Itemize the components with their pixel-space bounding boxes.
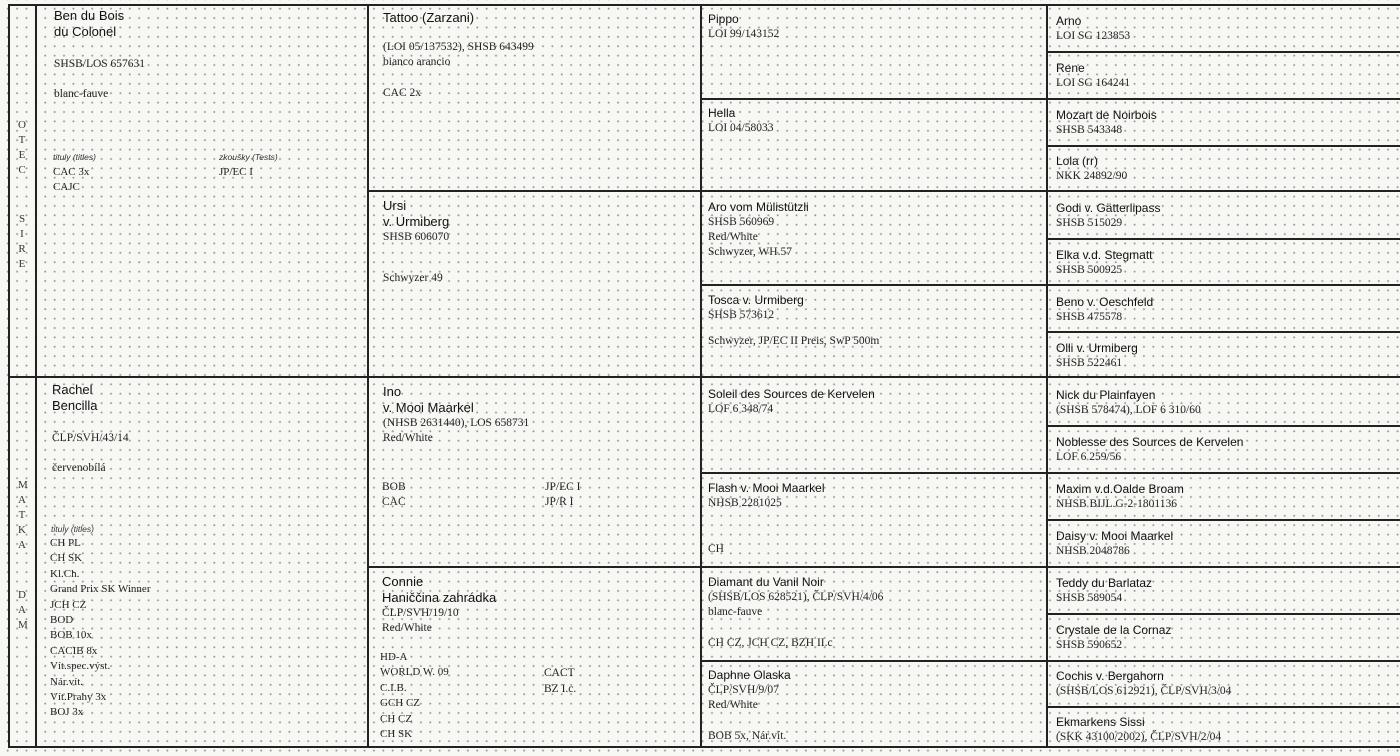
gen3-name: Aro vom Mülistützli	[708, 200, 809, 214]
gen4-reg: (SHSB/LOS 612921), ČLP/SVH/3/04	[1056, 685, 1232, 697]
gen4-cell	[1050, 386, 1398, 424]
gen4-divider-8	[1046, 706, 1400, 708]
sire-label-cz	[15, 118, 29, 178]
dam-dam-title-item: CH SK	[380, 728, 413, 741]
gen3-name: Diamant du Vanil Noir	[708, 575, 824, 589]
gen3-reg: LOI 04/58033	[708, 122, 774, 134]
sire-name-line2: du Colonel	[54, 24, 117, 39]
gen4-reg: SHSB 475578	[1056, 311, 1123, 323]
gen3-cell-8	[702, 666, 1042, 746]
gen4-name: Mozart de Noirbois	[1056, 108, 1157, 122]
dam-cell	[46, 380, 364, 744]
dam-dam-cell	[376, 572, 697, 744]
gen3-reg: NHSB 2281025	[708, 497, 782, 509]
gen4-name: Elka v.d. Stegmatt	[1056, 248, 1153, 262]
dam-dam-title-item: HD-A	[380, 651, 408, 663]
gen3-reg: SHSB 560969	[708, 216, 775, 228]
sire-title-item: CAJC	[53, 181, 80, 194]
sire-title-item: CAC 3x	[53, 166, 90, 178]
gen4-cell	[1050, 433, 1398, 471]
dam-sire-test-1: JP/EC I	[545, 481, 581, 493]
gen4-name: Arno	[1056, 14, 1082, 28]
gen4-reg: SHSB 543348	[1056, 124, 1123, 136]
gen3-cell-5	[702, 385, 1042, 469]
gen4-name: Maxim v.d.Oalde Broam	[1056, 482, 1184, 496]
dam-name-line1: Rachel	[52, 382, 93, 397]
dam-title-item: Nár.vít.	[50, 675, 83, 688]
gen3-cell-7	[702, 573, 1042, 657]
gen3-reg: SHSB 573612	[708, 309, 775, 321]
gen3-name: Pippo	[708, 12, 739, 26]
gen4-cell	[1050, 574, 1398, 612]
gen4-divider-6	[1046, 519, 1400, 521]
gen4-name: Godi v. Gätterlipass	[1056, 201, 1161, 215]
dam-label-cz	[15, 478, 29, 553]
gen3-reg: LOF 6 348/74	[708, 403, 774, 415]
sire-reg: SHSB/LOS 657631	[54, 58, 146, 70]
gen4-cell	[1050, 480, 1398, 518]
gen4-name: Ekmarkens Sissi	[1056, 715, 1145, 729]
gen3-name: Tosca v. Urmiberg	[708, 293, 804, 307]
gen4-divider-5	[1046, 425, 1400, 427]
sire-sire-reg: (LOI 05/137532), SHSB 643499	[383, 41, 534, 53]
side-label-text: MATKA	[18, 479, 28, 551]
dam-sire-name-line1: Ino	[383, 384, 402, 399]
gen4-cell	[1050, 339, 1398, 377]
sire-dam-name-line2: v. Urmiberg	[383, 214, 450, 229]
gen3-color: Red/White	[708, 231, 758, 243]
gen3-divider-4	[700, 660, 1400, 662]
gen4-reg: SHSB 590652	[1056, 639, 1123, 651]
gen2-divider-bottom	[367, 566, 1400, 568]
gen4-name: Daisy v. Mooi Maarkel	[1056, 529, 1174, 543]
gen3-title: CH	[708, 543, 724, 555]
gen3-divider-3	[700, 472, 1400, 474]
gen4-name: Nick du Plainfayen	[1056, 388, 1156, 402]
sire-sire-color: bianco arancio	[383, 56, 451, 68]
gen3-name: Flash v. Mooi Maarkel	[708, 481, 825, 495]
dam-dam-color: Red/White	[382, 622, 432, 634]
gen4-cell	[1050, 667, 1398, 705]
gen4-divider-2	[1046, 145, 1400, 147]
gen3-name: Hella	[708, 106, 736, 120]
gen3-cell-1	[702, 10, 1042, 96]
dam-title-item: Kl.Ch.	[50, 567, 80, 580]
gen4-cell	[1050, 713, 1398, 746]
gen3-cell-4	[702, 291, 1042, 375]
dam-title-item: JCH CZ	[50, 598, 87, 611]
gen4-cell	[1050, 246, 1398, 284]
gen3-reg: (SHSB/LOS 628521), ČLP/SVH/4/06	[708, 591, 884, 603]
dam-title-item: Grand Prix SK Winner	[50, 583, 151, 596]
gen4-name: Cochis v. Bergahorn	[1056, 669, 1164, 683]
gen4-cell	[1050, 59, 1398, 97]
dam-sire-title-1: BOB	[382, 481, 406, 493]
gen3-divider-2	[700, 284, 1400, 286]
dam-dam-title-item: GCH CZ	[380, 697, 421, 710]
sire-tests-list	[219, 165, 253, 180]
sire-titles-list	[53, 165, 89, 196]
sire-dam-extra: Schwyzer 49	[383, 272, 443, 284]
sire-name-line1: Ben du Bois	[54, 8, 125, 23]
gen4-reg: LOF 6 259/56	[1056, 451, 1122, 463]
gen3-reg: LOI 99/143152	[708, 28, 780, 40]
dam-sire-cell	[377, 382, 697, 564]
sire-dam-name-line1: Ursi	[383, 198, 407, 213]
dam-dam-title-item: C.I.B.	[380, 681, 407, 694]
gen4-reg: SHSB 500925	[1056, 264, 1123, 276]
dam-title-item: CACIB 8x	[50, 644, 98, 657]
dam-title-item: BOJ 3x	[50, 706, 84, 719]
dam-title-item: Vít.Prahy 3x	[50, 691, 107, 704]
gen4-name: Beno v. Oeschfeld	[1056, 295, 1154, 309]
gen3-name: Soleil des Sources de Kervelen	[708, 387, 875, 401]
gen3-color: blanc-fauve	[708, 606, 763, 618]
gen4-cell	[1050, 106, 1398, 144]
dam-reg: ČLP/SVH/43/14	[52, 432, 129, 444]
gen4-name: Rene	[1056, 61, 1085, 75]
sire-dam-reg: SHSB 606070	[383, 231, 450, 243]
gen4-divider-1	[1046, 51, 1400, 53]
dam-title-item: CH PL	[50, 537, 81, 549]
sire-sire-titles: CAC 2x	[383, 87, 422, 99]
side-label-text: DAM	[18, 589, 28, 631]
dam-dam-test-1: CACT	[544, 667, 575, 679]
gen4-divider-3	[1046, 238, 1400, 240]
dam-title-item: BOD	[50, 614, 74, 627]
gen3-breed: Schwyzer, WH.57	[708, 246, 792, 258]
gen4-cell	[1050, 199, 1398, 237]
gen3-title: BOB 5x, Nár.vít.	[708, 730, 787, 742]
gen4-reg: LOI SG 164241	[1056, 77, 1131, 89]
dam-sire-color: Red/White	[383, 432, 433, 444]
sire-test-item: JP/EC I	[219, 166, 253, 178]
gen4-reg: NHSB BIJL.G-2-1801136	[1056, 498, 1177, 510]
gen4-name: Crystale de la Cornaz	[1056, 623, 1172, 637]
dam-sire-title-2: CAC	[382, 496, 406, 508]
sire-dam-cell	[377, 196, 697, 374]
gen4-name: Teddy du Barlataz	[1056, 576, 1153, 590]
dam-dam-test-2: BZ I.c.	[544, 683, 577, 695]
side-label-text: SIRE	[18, 213, 26, 270]
dam-title-item: CH SK	[50, 552, 83, 565]
gen4-cell	[1050, 293, 1398, 331]
dam-dam-title-item: WORLD W. 09	[380, 666, 449, 679]
sire-sire-name: Tattoo (Zarzani)	[383, 10, 475, 25]
gen4-reg: SHSB 589054	[1056, 592, 1123, 604]
dam-dam-name-line2: Haniččina zahrádka	[382, 590, 497, 605]
gen4-cell	[1050, 621, 1398, 659]
gen4-divider-4	[1046, 331, 1400, 333]
sire-cell	[48, 6, 364, 374]
dam-name-line2: Bencilla	[52, 398, 98, 413]
gen4-name: Olli v. Urmiberg	[1056, 341, 1138, 355]
gen4-cell	[1050, 152, 1398, 190]
dam-sire-name-line2: v. Mooi Maarkel	[383, 400, 474, 415]
gen4-reg: NHSB 2048786	[1056, 545, 1130, 557]
dam-dam-name-line1: Connie	[382, 574, 424, 589]
gen4-name: Noblesse des Sources de Kervelen	[1056, 435, 1244, 449]
gen4-reg: (SKK 43100/2002), ČLP/SVH/2/04	[1056, 731, 1222, 743]
dam-title-item: Vít.spec.výst.	[50, 660, 111, 673]
gen4-reg: SHSB 522461	[1056, 357, 1123, 369]
dam-title-item: BOB 10x	[50, 629, 92, 642]
gen4-name: Lola (rr)	[1056, 154, 1099, 168]
dam-titles-list	[50, 536, 150, 721]
side-label-text: OTEC	[18, 119, 26, 176]
sire-titles-label: tituly (titles)	[53, 152, 96, 162]
gen3-breed: Schwyzer, JP/EC II Preis, SwP 500m	[708, 335, 880, 347]
gen4-cell	[1050, 527, 1398, 565]
bottom-border	[8, 746, 1400, 748]
sire-color: blanc-fauve	[54, 88, 109, 100]
dam-sire-test-2: JP/R I	[545, 496, 574, 508]
gen4-reg: SHSB 515029	[1056, 217, 1123, 229]
dam-dam-reg: ČLP/SVH/19/10	[382, 607, 459, 619]
gen4-reg: (SHSB 578474), LOF 6 310/60	[1056, 404, 1201, 416]
dam-dam-titles-list	[380, 650, 449, 742]
dam-label-en	[15, 588, 29, 633]
gen3-cell-6	[702, 479, 1042, 563]
dam-sire-reg: (NHSB 2631440), LOS 658731	[383, 417, 530, 429]
gen3-reg: ČLP/SVH/9/07	[708, 684, 779, 696]
dam-color: červenobílá	[52, 462, 106, 474]
sire-sire-cell	[377, 8, 697, 188]
gen4-reg: NKK 24892/90	[1056, 170, 1128, 182]
gen3-name: Daphne Olaska	[708, 668, 791, 682]
gen3-divider-1	[700, 98, 1400, 100]
gen3-color: Red/White	[708, 699, 758, 711]
gen4-cell	[1050, 12, 1398, 50]
gen3-cell-3	[702, 198, 1042, 282]
sire-tests-label: zkoušky (Tests)	[219, 152, 278, 162]
dam-dam-title-item: CH CZ	[380, 712, 413, 725]
gen4-reg: LOI SG 123853	[1056, 30, 1131, 42]
dam-titles-label: tituly (titles)	[51, 524, 94, 534]
gen3-title: CH CZ, JCH CZ, BZH II.c	[708, 637, 833, 649]
sire-label-en	[15, 212, 29, 272]
gen4-divider-7	[1046, 613, 1400, 615]
